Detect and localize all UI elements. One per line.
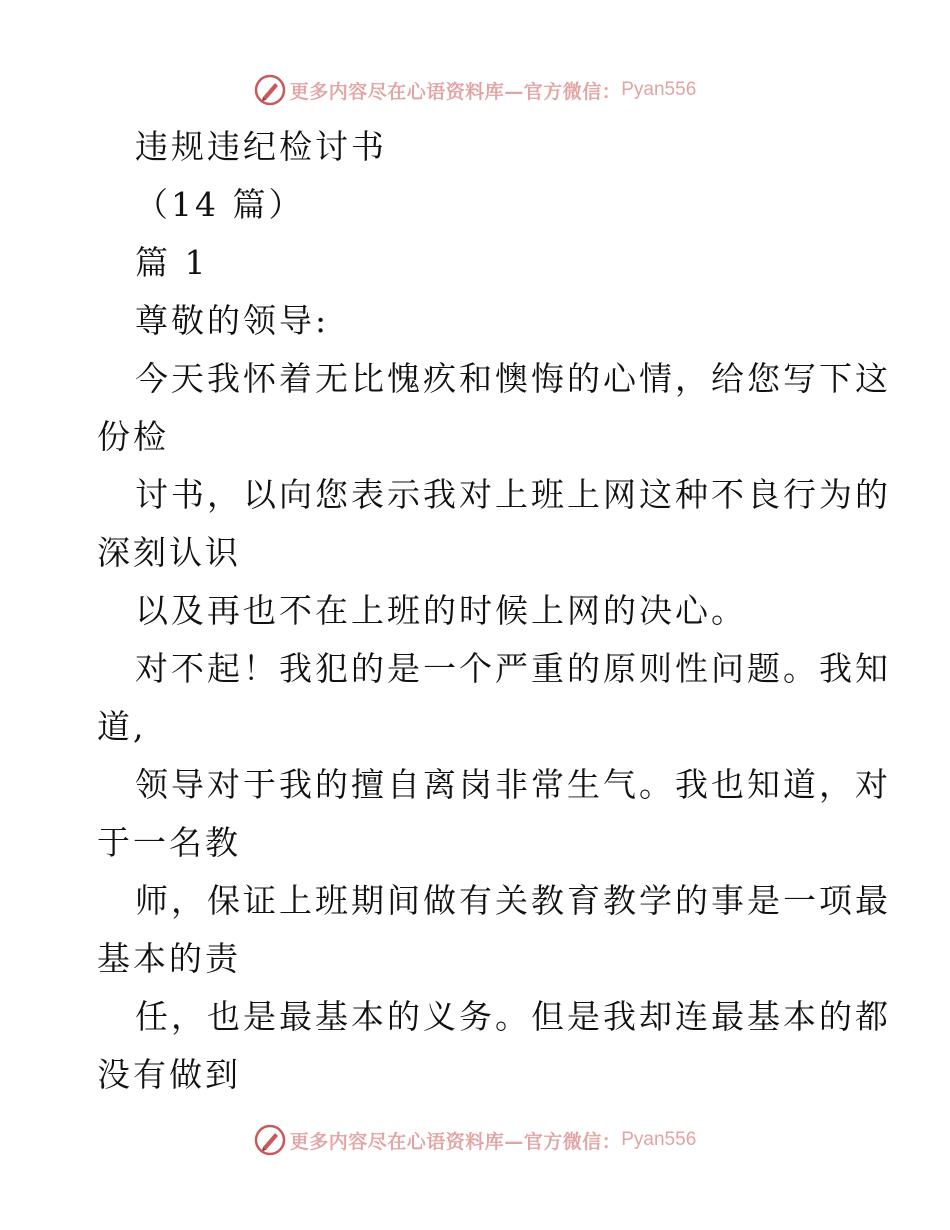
banner-wechat-id: Pyan556 (621, 1129, 697, 1150)
paragraph-line: 份检 (97, 417, 169, 456)
paragraph-line: 基本的责 (97, 939, 241, 978)
paragraph-line: 道, (97, 707, 147, 746)
footer-banner (0, 1120, 950, 1160)
section-heading: 篇 1 (135, 243, 209, 282)
paragraph-line: 没有做到 (97, 1055, 241, 1094)
paragraph-line: 深刻认识 (97, 533, 241, 572)
paragraph-line: 领导对于我的擅自离岗非常生气。我也知道，对 (135, 765, 891, 804)
paragraph-line: 以及再也不在上班的时候上网的决心。 (135, 591, 747, 630)
pen-logo-icon (254, 1124, 286, 1156)
pen-logo-icon (254, 74, 286, 106)
salutation: 尊敬的领导: (135, 301, 330, 340)
header-banner (0, 70, 950, 110)
banner-text: 更多内容尽在心语资料库—官方微信： (289, 1130, 622, 1153)
document-title: 违规违纪检讨书 (135, 127, 387, 166)
paragraph-line: 讨书，以向您表示我对上班上网这种不良行为的 (135, 475, 891, 514)
paragraph-line: 对不起！我犯的是一个严重的原则性问题。我知 (135, 649, 891, 688)
paragraph-line: 于一名教 (97, 823, 241, 862)
paragraph-line: 今天我怀着无比愧疚和懊悔的心情，给您写下这 (135, 359, 891, 398)
paragraph-line: 师，保证上班期间做有关教育教学的事是一项最 (135, 881, 891, 920)
document-subtitle: （14 篇） (135, 185, 305, 224)
document-body (97, 118, 891, 1104)
banner-text: 更多内容尽在心语资料库—官方微信： (289, 80, 622, 103)
paragraph-line: 任，也是最基本的义务。但是我却连最基本的都 (135, 997, 891, 1036)
banner-wechat-id: Pyan556 (621, 79, 697, 100)
